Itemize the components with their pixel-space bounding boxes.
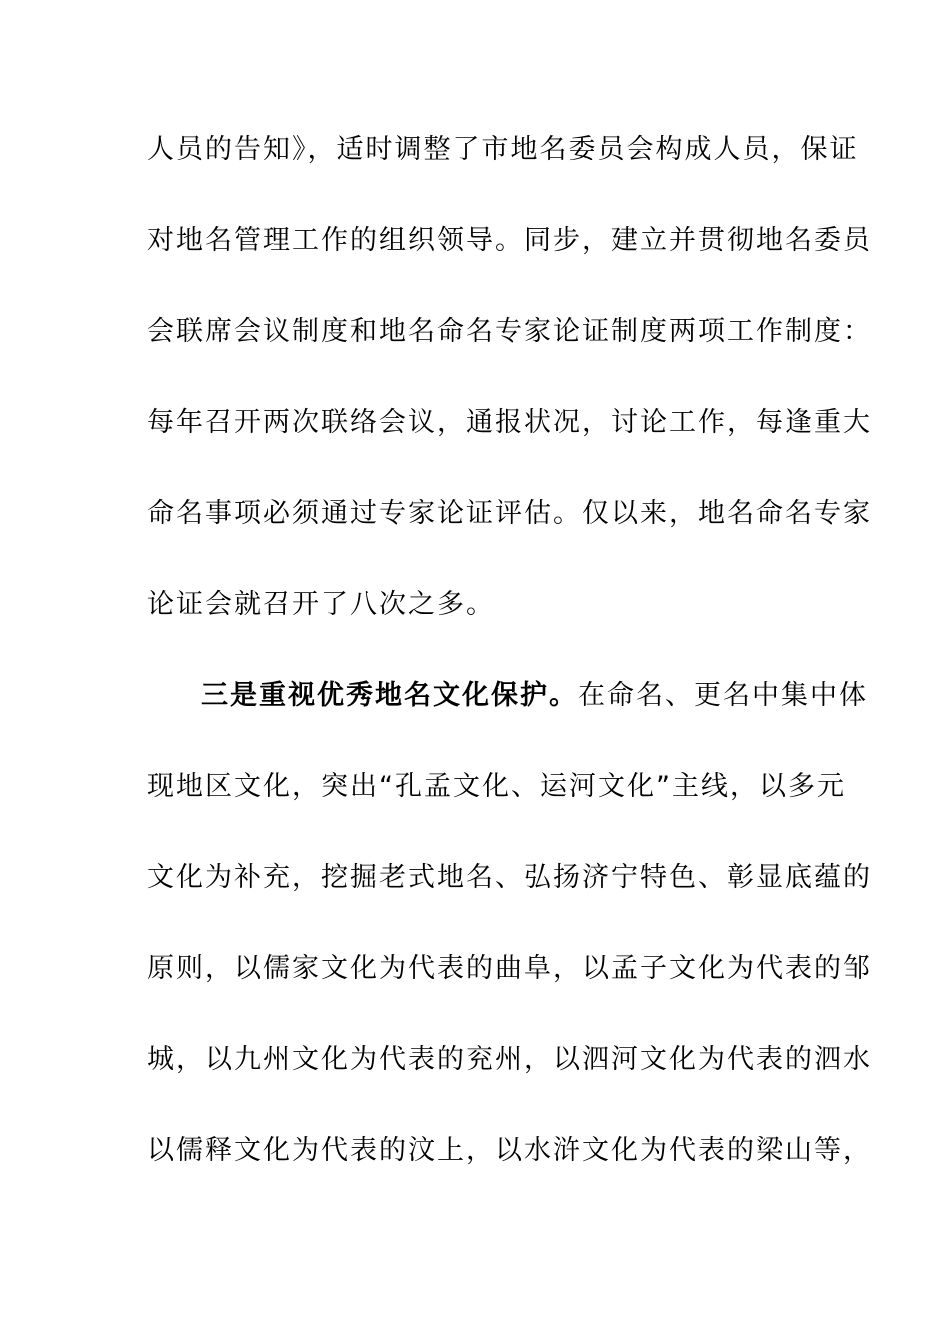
paragraph-line: 命名事项必须通过专家论证评估。仅以来，地名命名专家 — [147, 498, 872, 529]
paragraph-line: 文化为补充，挖掘老式地名、弘扬济宁特色、彰显底蕴的 — [147, 862, 872, 893]
paragraph-heading: 三是重视优秀地名文化保护。 — [201, 680, 578, 711]
paragraph-line: 原则，以儒家文化为代表的曲阜，以孟子文化为代表的邹 — [147, 953, 872, 984]
paragraph-line: 会联席会议制度和地名命名专家论证制度两项工作制度： — [147, 316, 872, 347]
paragraph-text: 在命名、更名中集中体 — [578, 680, 868, 711]
paragraph-line: 人员的告知》，适时调整了市地名委员会构成人员，保证 — [147, 134, 859, 165]
paragraph-line: 对地名管理工作的组织领导。同步，建立并贯彻地名委员 — [147, 225, 872, 256]
paragraph-line: 以儒释文化为代表的汶上，以水浒文化为代表的梁山等， — [147, 1135, 872, 1166]
paragraph-line: 每年召开两次联络会议，通报状况，讨论工作，每逢重大 — [147, 407, 872, 438]
paragraph-line: 论证会就召开了八次之多。 — [147, 589, 495, 620]
paragraph-line: 现地区文化，突出“孔孟文化、运河文化”主线，以多元 — [147, 771, 846, 802]
paragraph-line: 城，以九州文化为代表的兖州，以泗河文化为代表的泗水 — [147, 1044, 872, 1075]
body-text — [147, 128, 872, 1220]
paragraph-first-line — [147, 674, 868, 765]
